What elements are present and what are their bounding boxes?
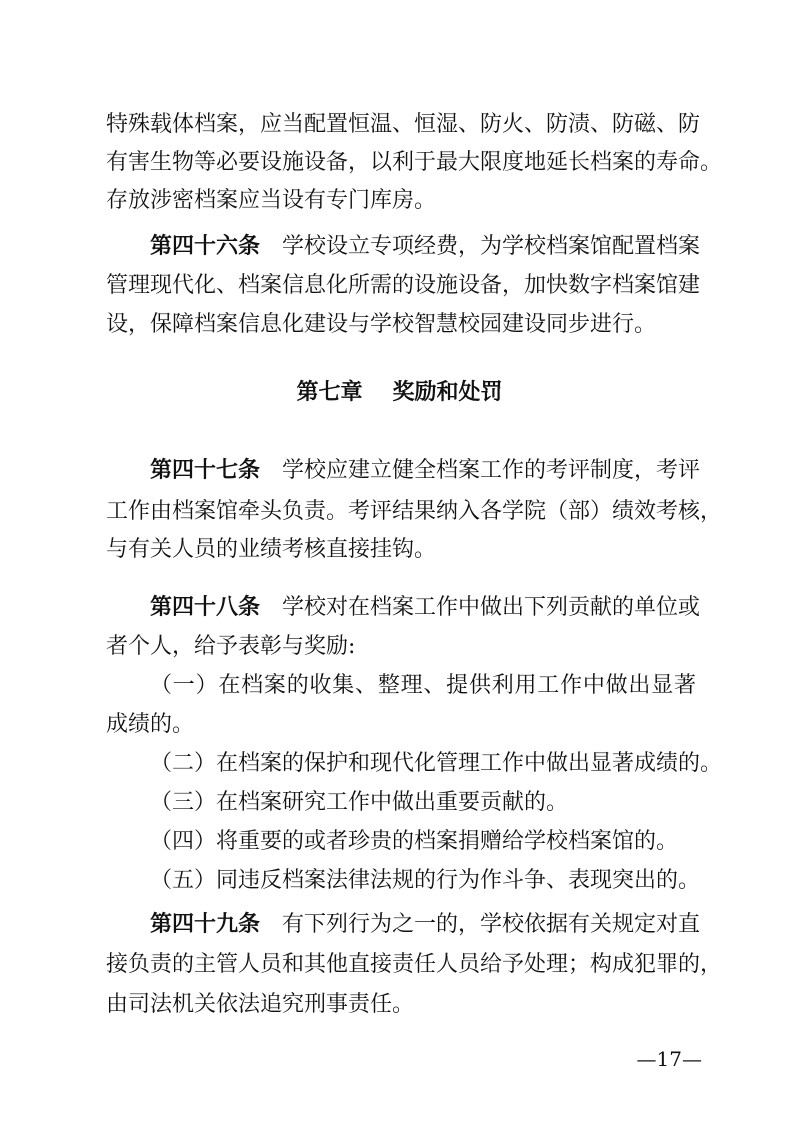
article-line: 第四十八条 学校对在档案工作中做出下列贡献的单位或 [150, 595, 701, 620]
article-number: 第四十六条 [150, 234, 261, 259]
body-line: 者个人，给予表彰与奖励: [106, 634, 356, 659]
body-line: 特殊载体档案，应当配置恒温、恒湿、防火、防渍、防磁、防 [106, 112, 701, 137]
body-line: 与有关人员的业绩考核直接挂钩。 [106, 537, 437, 562]
chapter-number: 第七章 [296, 380, 363, 405]
list-item: （一）在档案的收集、整理、提供利用工作中做出显著 [150, 673, 696, 698]
list-item: （五）同违反档案法律法规的行为作斗争、表现突出的。 [150, 868, 701, 893]
body-line: 有害生物等必要设施设备，以利于最大限度地延长档案的寿命。 [106, 150, 723, 175]
page-number: —17— [636, 1047, 702, 1071]
body-line: 管理现代化、档案信息化所需的设施设备，加快数字档案馆建 [106, 273, 701, 298]
body-line: 存放涉密档案应当设有专门库房。 [106, 188, 437, 213]
chapter-heading [0, 378, 799, 408]
article-number: 第四十九条 [150, 912, 261, 937]
article-line: 第四十七条 学校应建立健全档案工作的考评制度，考评 [150, 458, 701, 483]
body-line: 设，保障档案信息化建设与学校智慧校园建设同步进行。 [106, 312, 657, 337]
list-item: （三）在档案研究工作中做出重要贡献的。 [150, 790, 569, 815]
body-line: 成绩的。 [106, 712, 195, 737]
article-line: 第四十九条 有下列行为之一的，学校依据有关规定对直 [150, 912, 701, 937]
article-number: 第四十七条 [150, 458, 261, 483]
article-line: 第四十六条 学校设立专项经费，为学校档案馆配置档案 [150, 234, 701, 259]
body-line: 接负责的主管人员和其他直接责任人员给予处理；构成犯罪的， [106, 952, 723, 977]
body-line: 由司法机关依法追究刑事责任。 [106, 992, 415, 1017]
chapter-title: 奖励和处罚 [392, 380, 503, 405]
article-number: 第四十八条 [150, 595, 261, 620]
list-item: （四）将重要的或者珍贵的档案捐赠给学校档案馆的。 [150, 829, 679, 854]
list-item: （二）在档案的保护和现代化管理工作中做出显著成绩的。 [150, 751, 723, 776]
body-line: 工作由档案馆牵头负责。考评结果纳入各学院（部）绩效考核， [106, 499, 723, 524]
